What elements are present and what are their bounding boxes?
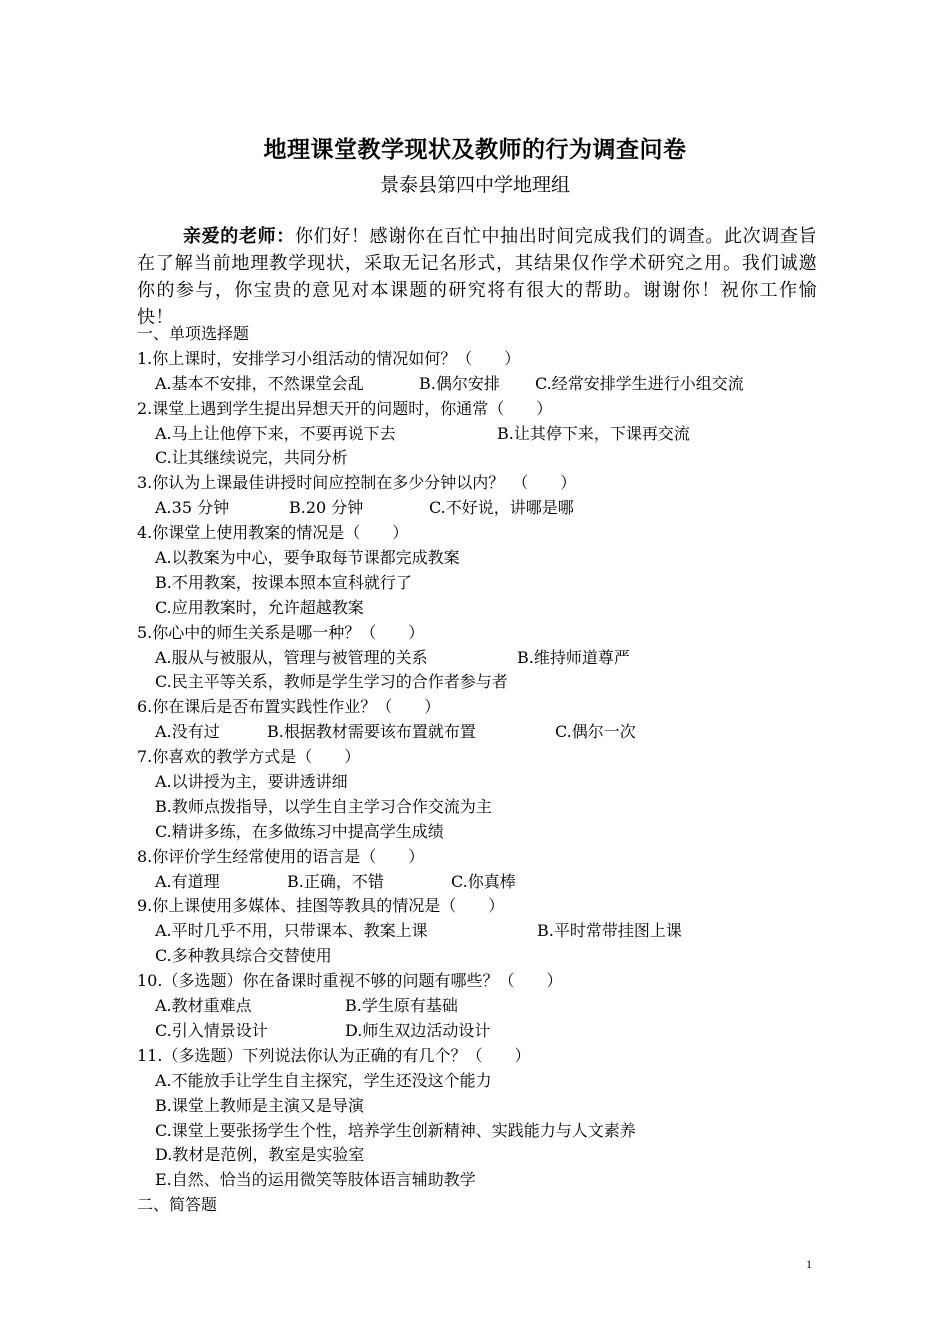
q11-option-c: C.课堂上要张扬学生个性，培养学生创新精神、实践能力与人文素养 [155,1120,636,1140]
q2-option-b: B.让其停下来，下课再交流 [497,423,690,443]
q11-option-a: A.不能放手让学生自主探究，学生还没这个能力 [155,1070,492,1090]
question-5: 5.你心中的师生关系是哪一种？（ ） [137,622,425,642]
question-11-option-c-row [137,1119,827,1144]
q9-option-b: B.平时常带挂图上课 [537,921,682,941]
q4-option-c: C.应用教案时，允许超越教案 [155,597,364,617]
q8-option-c: C.你真棒 [451,871,516,891]
q4-option-a: A.以教案为中心，要争取每节课都完成教案 [155,548,460,568]
q9-option-c: C.多种教具综合交替使用 [155,946,332,966]
question-11-option-a-row [137,1069,827,1094]
q7-option-b: B.教师点拨指导，以学生自主学习合作交流为主 [155,796,492,816]
q3-option-c: C.不好说，讲哪是哪 [429,498,574,518]
question-11: 11.（多选题）下列说法你认为正确的有几个？（ ） [137,1045,531,1065]
question-7-option-b-row [137,795,827,820]
question-8-options [137,870,827,895]
question-5-option-c-row [137,670,827,695]
question-4-option-b-row [137,571,827,596]
question-3-options [137,496,827,521]
question-10-options-cd [137,1019,827,1044]
question-11-option-d-row [137,1143,827,1168]
question-1-options [137,372,827,397]
q7-option-a: A.以讲授为主，要讲透讲细 [155,772,348,792]
question-4: 4.你课堂上使用教案的情况是（ ） [137,523,409,543]
q3-option-b: B.20 分钟 [289,498,364,518]
question-2-option-c-row [137,446,827,471]
q2-option-c: C.让其继续说完，共同分析 [155,448,348,468]
q10-option-a: A.教材重难点 [155,996,252,1016]
question-1: 1.你上课时，安排学习小组活动的情况如何？（ ） [137,348,521,368]
question-6: 6.你在课后是否布置实践性作业？（ ） [137,697,441,717]
question-4-option-c-row [137,596,827,621]
question-2: 2.课堂上遇到学生提出异想天开的问题时，你通常（ ） [137,398,553,418]
question-8: 8.你评价学生经常使用的语言是（ ） [137,846,425,866]
intro-paragraph [137,223,817,331]
question-list [137,322,827,1218]
q8-option-a: A.有道理 [155,871,220,891]
intro-greeting: 亲爱的老师： [183,226,295,247]
q10-option-d: D.师生双边活动设计 [345,1020,491,1040]
question-2-options-ab [137,422,827,447]
question-7: 7.你喜欢的教学方式是（ ） [137,747,361,767]
q11-option-b: B.课堂上教师是主演又是导演 [155,1095,364,1115]
q2-option-a: A.马上让他停下来，不要再说下去 [155,423,396,443]
section-heading-short-answer: 二、简答题 [137,1195,218,1215]
intro-body: 你们好！感谢你在百忙中抽出时间完成我们的调查。此次调查旨在了解当前地理教学现状，采取无记名形式，其结果仅作学术研究之用。我们诚邀你的参与，你宝贵的意见对本课题的研究将有很大的帮助。谢谢你！祝你工作愉快！ [137,226,817,328]
question-9-option-c-row [137,944,827,969]
q6-option-a: A.没有过 [155,722,220,742]
q6-option-b: B.根据教材需要该布置就布置 [267,722,476,742]
question-11-option-e-row [137,1168,827,1193]
question-10: 10.（多选题）你在备课时重视不够的问题有哪些？（ ） [137,971,563,991]
question-7-option-a-row [137,770,827,795]
document-title: 地理课堂教学现状及教师的行为调查问卷 [263,136,687,163]
q5-option-a: A.服从与被服从，管理与被管理的关系 [155,647,428,667]
question-3: 3.你认为上课最佳讲授时间应控制在多少分钟以内？ （ ） [137,473,577,493]
question-7-option-c-row [137,820,827,845]
q7-option-c: C.精讲多练，在多做练习中提高学生成绩 [155,821,444,841]
question-10-options-ab [137,994,827,1019]
q9-option-a: A.平时几乎不用，只带课本、教案上课 [155,921,428,941]
q6-option-c: C.偶尔一次 [555,722,636,742]
question-4-option-a-row [137,546,827,571]
q5-option-b: B.维持师道尊严 [517,647,630,667]
q4-option-b: B.不用教案，按课本照本宣科就行了 [155,572,412,592]
q3-option-a: A.35 分钟 [155,498,230,518]
q10-option-b: B.学生原有基础 [345,996,458,1016]
document-subtitle: 景泰县第四中学地理组 [379,174,570,196]
question-11-option-b-row [137,1094,827,1119]
question-9-options-ab [137,919,827,944]
q11-option-e: E.自然、恰当的运用微笑等肢体语言辅助教学 [155,1170,476,1190]
question-9: 9.你上课使用多媒体、挂图等教具的情况是（ ） [137,896,505,916]
q5-option-c: C.民主平等关系，教师是学生学习的合作者参与者 [155,672,508,692]
section-heading-single-choice: 一、单项选择题 [137,324,250,343]
q1-option-b: B.偶尔安排 [419,373,500,393]
q1-option-a: A.基本不安排，不然课堂会乱 [155,373,364,393]
q1-option-c: C.经常安排学生进行小组交流 [535,373,744,393]
q11-option-d: D.教材是范例，教室是实验室 [155,1145,365,1165]
q10-option-c: C.引入情景设计 [155,1020,268,1040]
page-number: 1 [806,1257,812,1271]
question-6-options [137,720,827,745]
q8-option-b: B.正确，不错 [287,871,384,891]
question-5-options-ab [137,646,827,671]
